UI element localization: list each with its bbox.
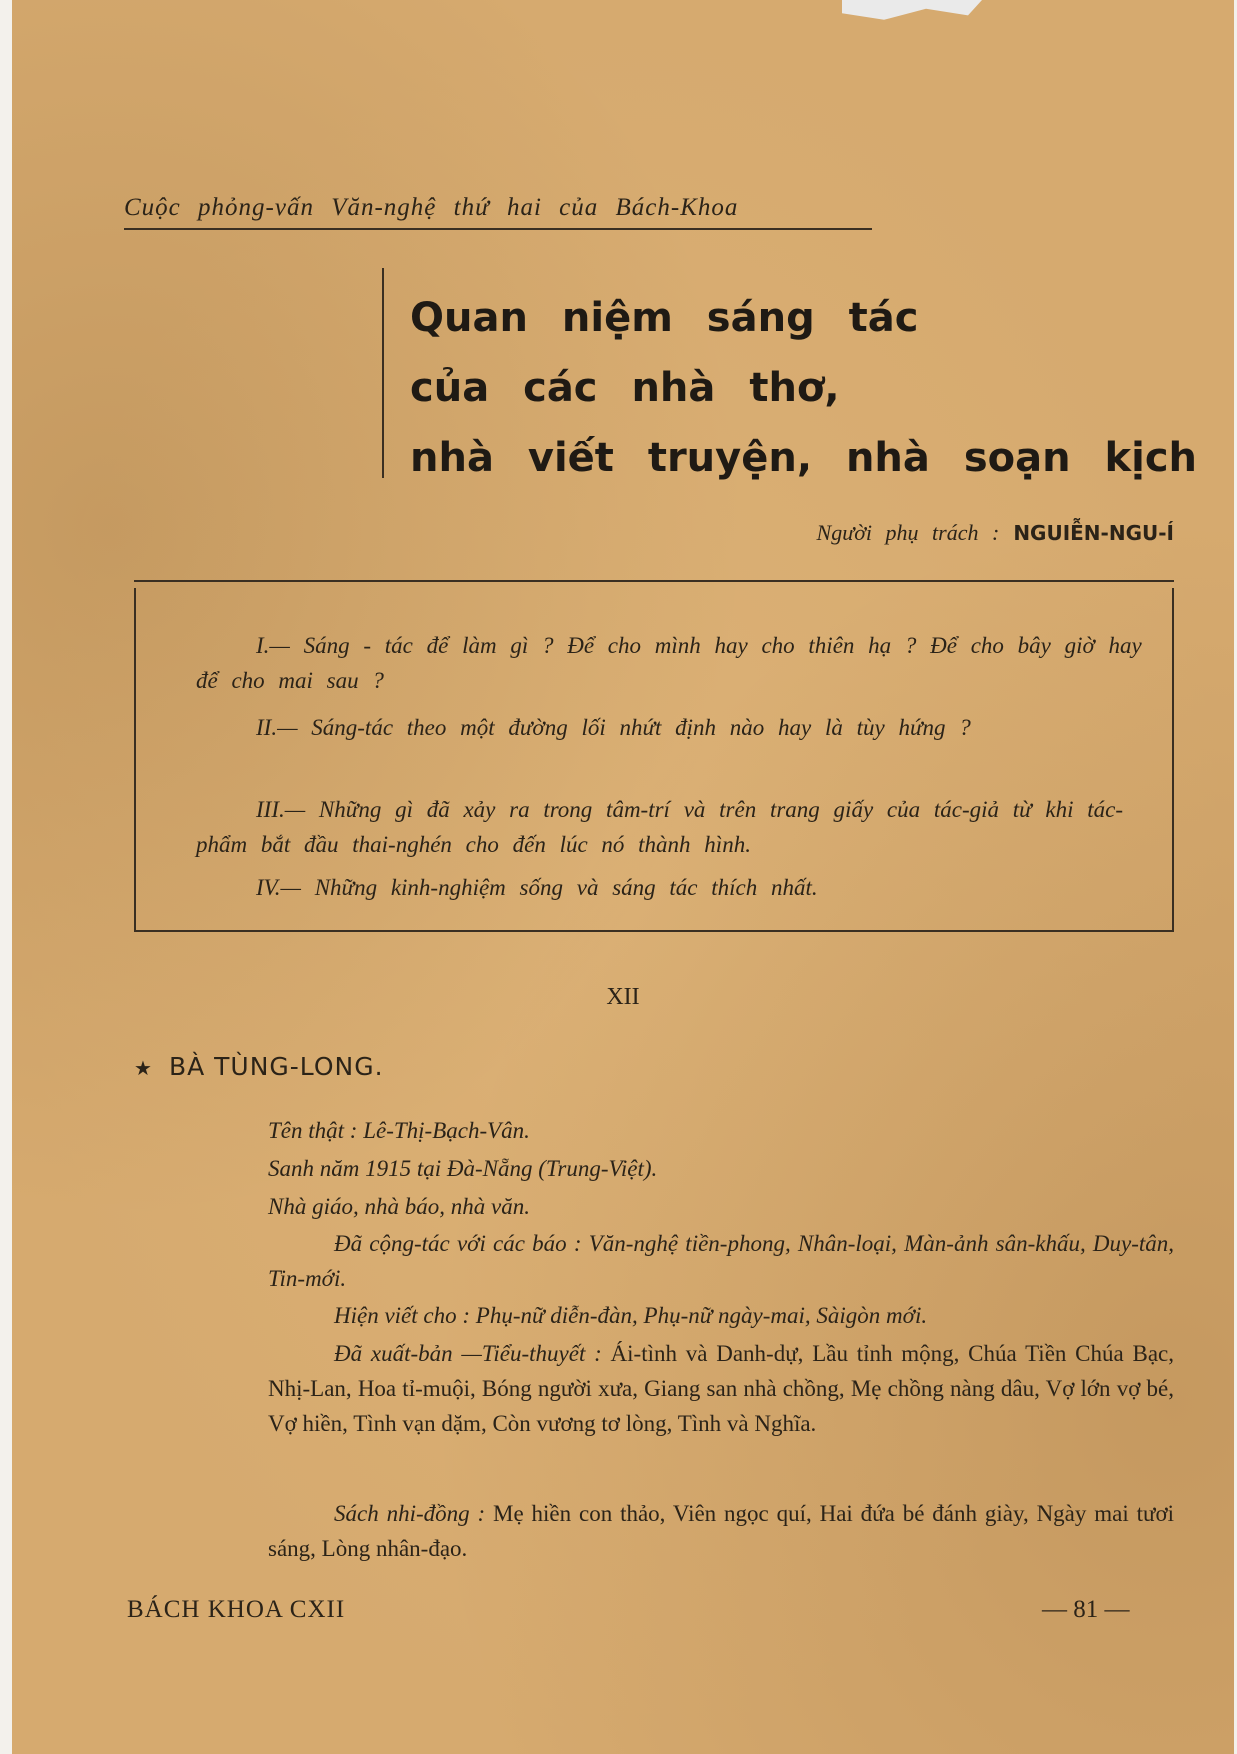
birth-info: Sanh năm 1915 tại Đà-Nẵng (Trung-Việt). bbox=[268, 1156, 658, 1181]
real-name: Tên thật : Lê-Thị-Bạch-Vân. bbox=[268, 1118, 530, 1143]
author-name: BÀ TÙNG-LONG. bbox=[168, 1052, 384, 1081]
byline bbox=[652, 520, 1174, 546]
section-number: XII bbox=[606, 984, 640, 1010]
torn-corner bbox=[842, 0, 982, 22]
children-lead: Sách nhi-đồng : bbox=[334, 1501, 486, 1526]
current-paragraph bbox=[268, 1298, 1174, 1333]
collab-paragraph bbox=[268, 1226, 1174, 1296]
article-title bbox=[410, 283, 1210, 493]
interview-overline: Cuộc phỏng-vấn Văn-nghệ thứ hai của Bách-Khoa bbox=[124, 194, 872, 230]
collab-lead: Đã cộng-tác với các báo : bbox=[334, 1231, 582, 1256]
published-lead: Đã xuất-bản —Tiểu-thuyết : bbox=[334, 1341, 602, 1366]
children-paragraph bbox=[268, 1496, 1174, 1566]
question-4: IV.— Những kinh-nghiệm sống và sáng tác thích nhất. bbox=[256, 875, 818, 900]
title-line-1: Quan niệm sáng tác bbox=[410, 295, 919, 341]
profession: Nhà giáo, nhà báo, nhà văn. bbox=[268, 1194, 530, 1219]
title-line-2: của các nhà thơ, bbox=[410, 365, 840, 411]
page-number: — 81 — bbox=[1042, 1596, 1130, 1623]
collab-text: Văn-nghệ tiền-phong, Nhân-loại, Màn-ảnh sân-khấu, Duy-tân, Tin-mới. bbox=[268, 1231, 1175, 1291]
page-sheet bbox=[12, 0, 1234, 1754]
published-paragraph bbox=[268, 1336, 1174, 1441]
title-line-3: nhà viết truyện, nhà soạn kịch bbox=[410, 435, 1198, 481]
children-text: Mẹ hiền con thảo, Viên ngọc quí, Hai đứa bé đánh giày, Ngày mai tươi sáng, Lòng nhân-đạo. bbox=[268, 1501, 1175, 1561]
author-heading bbox=[134, 1052, 384, 1081]
footer-magazine: BÁCH KHOA CXII bbox=[127, 1596, 346, 1623]
byline-name: NGUIỄN-NGU-Í bbox=[1013, 521, 1174, 545]
published-text: Ái-tình và Danh-dự, Lầu tỉnh mộng, Chúa Tiền Chúa Bạc, Nhị-Lan, Hoa tỉ-muội, Bóng người xưa, Giang san nhà chồng, Mẹ chồng nàng dâu, Vợ lớn vợ bé, Vợ hiền, Tình vạn dặm, Còn vương tơ lòng, Tình và Nghĩa. bbox=[268, 1341, 1174, 1436]
byline-label: Người phụ trách : bbox=[816, 520, 1000, 545]
box-top-rule bbox=[134, 580, 1174, 582]
current-text: Phụ-nữ diễn-đàn, Phụ-nữ ngày-mai, Sàigòn mới. bbox=[475, 1303, 928, 1328]
questions-box bbox=[134, 588, 1174, 932]
question-1: I.— Sáng - tác để làm gì ? Để cho mình hay cho thiên hạ ? Để cho bây giờ hay để cho mai sau ? bbox=[196, 633, 1142, 693]
question-3: III.— Những gì đã xảy ra trong tâm-trí và trên trang giấy của tác-giả từ khi tác-phẩm bắt đầu thai-nghén cho đến lúc nó thành hình. bbox=[196, 797, 1124, 857]
star-icon: ★ bbox=[134, 1056, 153, 1080]
current-lead: Hiện viết cho : bbox=[334, 1303, 471, 1328]
question-2: II.— Sáng-tác theo một đường lối nhứt định nào hay là tùy hứng ? bbox=[256, 715, 971, 740]
title-vertical-rule bbox=[382, 268, 384, 478]
